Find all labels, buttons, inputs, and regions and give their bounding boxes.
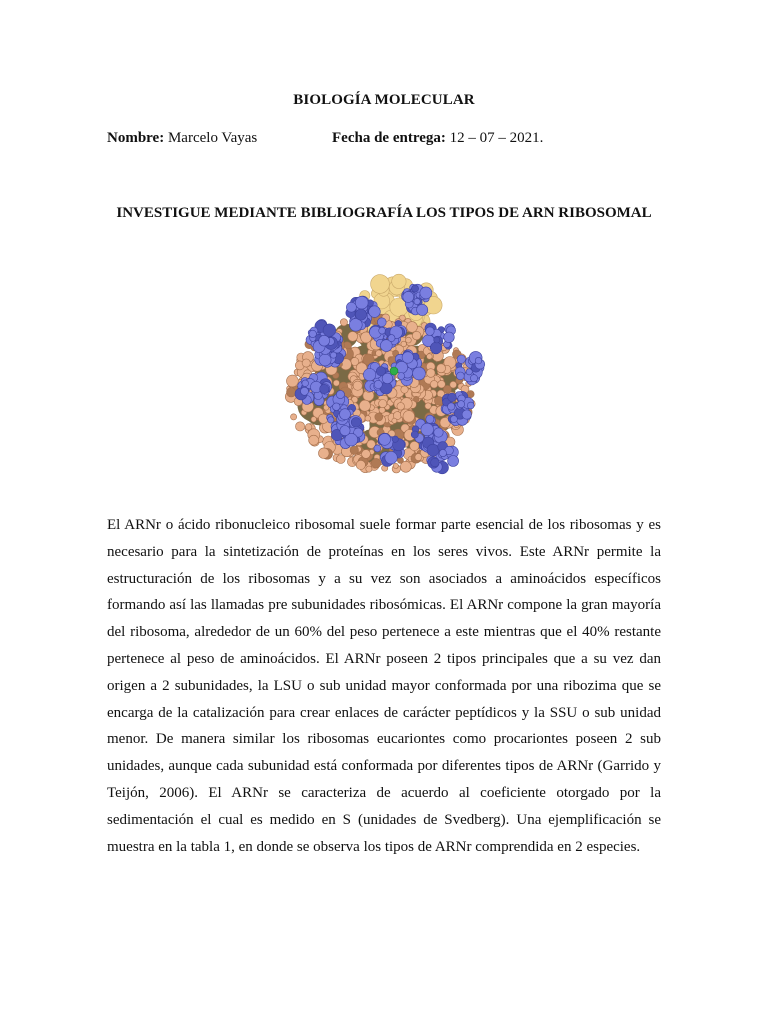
- delivery-date: [332, 130, 543, 147]
- body-paragraph: El ARNr o ácido ribonucleico ribosomal suele formar parte esencial de los ribosomas y es necesario para la sintetización de proteínas en los seres vivos. Este ARNr permite la estructuración de los ribosomas y a su vez son asociados a aminoácidos específicos formando así las llamadas pre subunidades ribosómicas. El ARNr compone la gran mayoría del ribosoma, alrededor de un 60% del peso pertenece a este mientras que el 40% restante pertenece al peso de aminoácidos. El ARNr poseen 2 tipos principales que a su vez dan origen a 2 subunidades, la LSU o sub unidad mayor conformada por una ribozima que se encarga de la catalización para crear enlaces de carácter peptídicos y la SSU o sub unidad menor. De manera similar los ribosomas eucariontes como procariontes poseen 2 sub unidades, aunque cada subunidad está conformada por diferentes tipos de ARNr (Garrido y Teijón, 2006). El ARNr se caracteriza de acuerdo al coeficiente otorgado por la sedimentación el cual es medido en S (unidades de Svedberg). Una ejemplificación se muestra en la tabla 1, en donde se observa los tipos de ARNr comprendida en 2 especies.: [107, 517, 661, 855]
- date-label: Fecha de entrega:: [332, 130, 446, 146]
- name-value: Marcelo Vayas: [167, 130, 258, 146]
- ribosome-structure-image: [268, 258, 494, 484]
- date-value: 12 – 07 – 2021.: [449, 130, 544, 146]
- student-name: [107, 130, 257, 147]
- section-heading: INVESTIGUE MEDIANTE BIBLIOGRAFÍA LOS TIPOS DE ARN RIBOSOMAL: [116, 205, 652, 221]
- name-label: Nombre:: [107, 130, 165, 146]
- document-title: BIOLOGÍA MOLECULAR: [293, 92, 475, 108]
